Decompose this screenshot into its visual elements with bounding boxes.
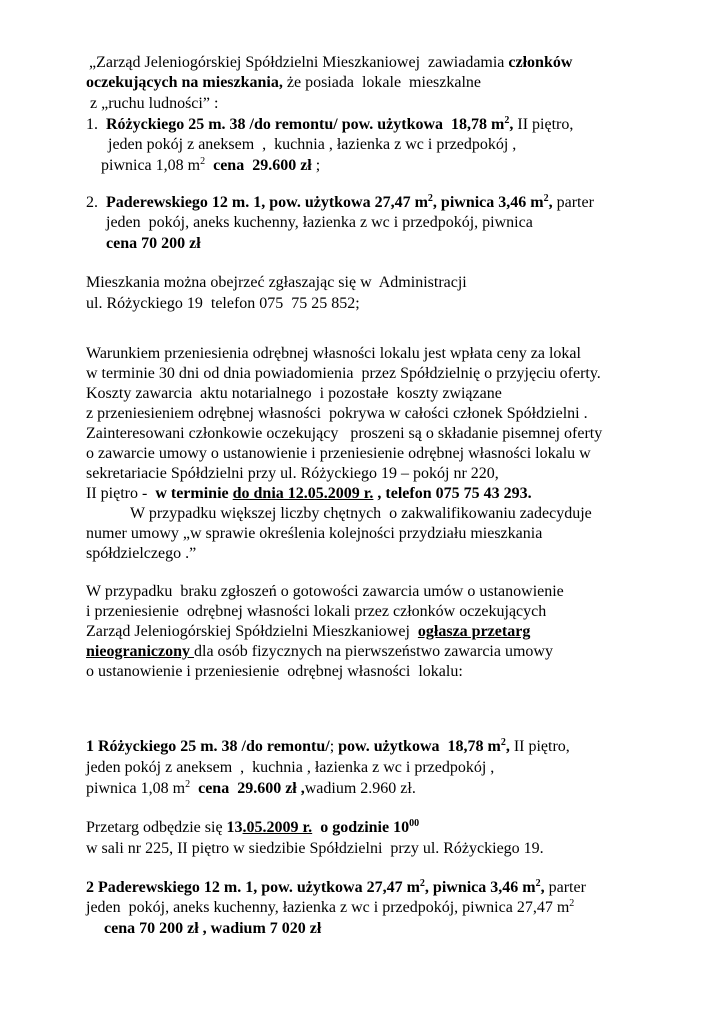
admin-line-2: ul. Różyckiego 19 telefon 075 75 25 852; (86, 295, 360, 312)
intro-text: „Zarząd Jeleniogórskiej Spółdzielni Mieszkaniowej zawiadamia (89, 54, 509, 71)
auction-day: 13 (226, 819, 243, 836)
tender-line-5: o ustanowienie i przeniesienie odrębnej własności lokalu: (86, 663, 463, 680)
conditions-line-11: spółdzielczego .” (86, 545, 197, 562)
superscript: 2 (419, 878, 425, 889)
tender-item2-price: cena 70 200 zł , wadium 7 020 zł (104, 920, 322, 937)
item-address: 2 Paderewskiego 12 m. 1, pow. użytkowa 27,47 m (86, 879, 420, 896)
comma: , (540, 879, 545, 896)
comma: , (505, 738, 510, 755)
tender-line-3 (86, 622, 530, 642)
cellar-bold: , piwnica 3,46 m (432, 194, 544, 211)
intro-line-2 (86, 73, 481, 93)
superscript: 2 (543, 193, 549, 204)
superscript: 2 (569, 898, 575, 909)
superscript: 2 (200, 156, 206, 167)
item-address: 1 Różyckiego 25 m. 38 /do remontu/ (86, 738, 330, 755)
superscript: 00 (409, 818, 420, 829)
auction-text: Przetarg odbędzie się (86, 819, 227, 836)
punct: ; (329, 738, 339, 755)
auction-line-2: w sali nr 225, II piętro w siedzibie Spółdzielni przy ul. Różyckiego 19. (86, 840, 544, 857)
superscript: 2 (500, 737, 506, 748)
tender-item1-line-3 (86, 779, 416, 799)
superscript: 2 (427, 193, 433, 204)
tender-item1-line-1 (86, 737, 570, 757)
intro-bold: oczekujących na mieszkania, (86, 74, 283, 91)
price: cena 29.600 zł , (190, 780, 305, 797)
price: cena 29.600 zł (205, 157, 312, 174)
tender-item2-line-2 (86, 898, 574, 918)
item2-line-2: jeden pokój, aneks kuchenny, łazienka z wc i przedpokój, piwnica (106, 214, 533, 231)
tender-type: nieograniczony (86, 643, 194, 660)
superscript: 2 (185, 779, 191, 790)
auction-date: .05.2009 r. (242, 819, 313, 836)
item2-line-1 (86, 193, 594, 213)
superscript: 2 (535, 878, 541, 889)
punct: ; (311, 157, 321, 174)
conditions-line-10: numer umowy „w sprawie określenia kolejności przydziału mieszkania (86, 525, 543, 542)
deposit: wadium 2.960 zł. (304, 780, 416, 797)
conditions-line-9: W przypadku większej liczby chętnych o zakwalifikowaniu zadecyduje (130, 505, 592, 522)
conditions-line-8 (86, 484, 532, 504)
auction-line-1 (86, 818, 419, 838)
deadline-date: do dnia 12.05.2009 r. (232, 485, 374, 502)
intro-bold: członków (508, 54, 573, 71)
floor-text: II piętro - (86, 485, 156, 502)
conditions-line-4: z przeniesieniem odrębnej własności pokrywa w całości członek Spółdzielni . (86, 405, 588, 422)
cellar-text: piwnica 1,08 m (101, 157, 201, 174)
item-address: Różyckiego 25 m. 38 /do remontu/ pow. użytkowa 18,78 m (106, 116, 505, 133)
tender-item1-line-2: jeden pokój z aneksem , kuchnia , łazienka z wc i przedpokój , (86, 759, 495, 776)
tender-item2-line-1 (86, 878, 586, 898)
item-floor: parter (552, 194, 594, 211)
item-number: 2. (86, 194, 106, 211)
admin-line-1: Mieszkania można obejrzeć zgłaszając się w Administracji (86, 274, 467, 291)
comma: , (509, 116, 514, 133)
intro-line-1 (89, 53, 572, 73)
area-bold: pow. użytkowa 18,78 m (338, 738, 501, 755)
auction-time: o godzinie 10 (312, 819, 410, 836)
tender-announcement: ogłasza przetarg (417, 623, 531, 640)
superscript: 2 (504, 115, 510, 126)
conditions-line-1: Warunkiem przeniesienia odrębnej własności lokalu jest wpłata ceny za lokal (86, 345, 581, 362)
tender-line-2: i przeniesienie odrębnej własności lokali przez członków oczekujących (86, 603, 547, 620)
item1-line-3 (101, 156, 320, 176)
item1-line-1 (86, 115, 573, 135)
item2-price: cena 70 200 zł (106, 235, 201, 252)
comma: , (548, 194, 553, 211)
item-floor: parter (544, 879, 586, 896)
intro-line-3: z „ruchu ludności” : (86, 95, 219, 112)
item-number: 1. (86, 116, 106, 133)
cellar-text: piwnica 1,08 m (86, 780, 186, 797)
tender-text: dla osób fizycznych na pierwszeństwo zawarcia umowy (194, 643, 553, 660)
cellar-bold: , piwnica 3,46 m (424, 879, 536, 896)
tender-line-4 (86, 642, 553, 662)
conditions-line-5: Zainteresowani członkowie oczekujący proszeni są o składanie pisemnej oferty (86, 425, 603, 442)
conditions-line-2: w terminie 30 dni od dnia powiadomienia przez Spółdzielnię o przyjęciu oferty. (86, 365, 601, 382)
rooms-text: jeden pokój, aneks kuchenny, łazienka z wc i przedpokój, piwnica 27,47 m (86, 899, 570, 916)
item1-line-2: jeden pokój z aneksem , kuchnia , łazienka z wc i przedpokój , (108, 136, 517, 153)
conditions-line-7: sekretariacie Spółdzielni przy ul. Różyckiego 19 – pokój nr 220, (86, 465, 499, 482)
item-address: Paderewskiego 12 m. 1, pow. użytkowa 27,47 m (106, 194, 428, 211)
phone-number: , telefon 075 75 43 293. (373, 485, 532, 502)
board-name: Zarząd Jeleniogórskiej Spółdzielni Mieszkaniowej (86, 623, 418, 640)
item-floor: II piętro, (509, 738, 570, 755)
conditions-line-6: o zawarcie umowy o ustanowienie i przeniesienie odrębnej własności lokalu w (86, 445, 591, 462)
item-floor: II piętro, (513, 116, 574, 133)
conditions-line-3: Koszty zawarcia aktu notarialnego i pozostałe koszty związane (86, 385, 502, 402)
deadline-label: w terminie (155, 485, 233, 502)
intro-text: że posiada lokale mieszkalne (282, 74, 482, 91)
tender-line-1: W przypadku braku zgłoszeń o gotowości zawarcia umów o ustanowienie (86, 583, 564, 600)
